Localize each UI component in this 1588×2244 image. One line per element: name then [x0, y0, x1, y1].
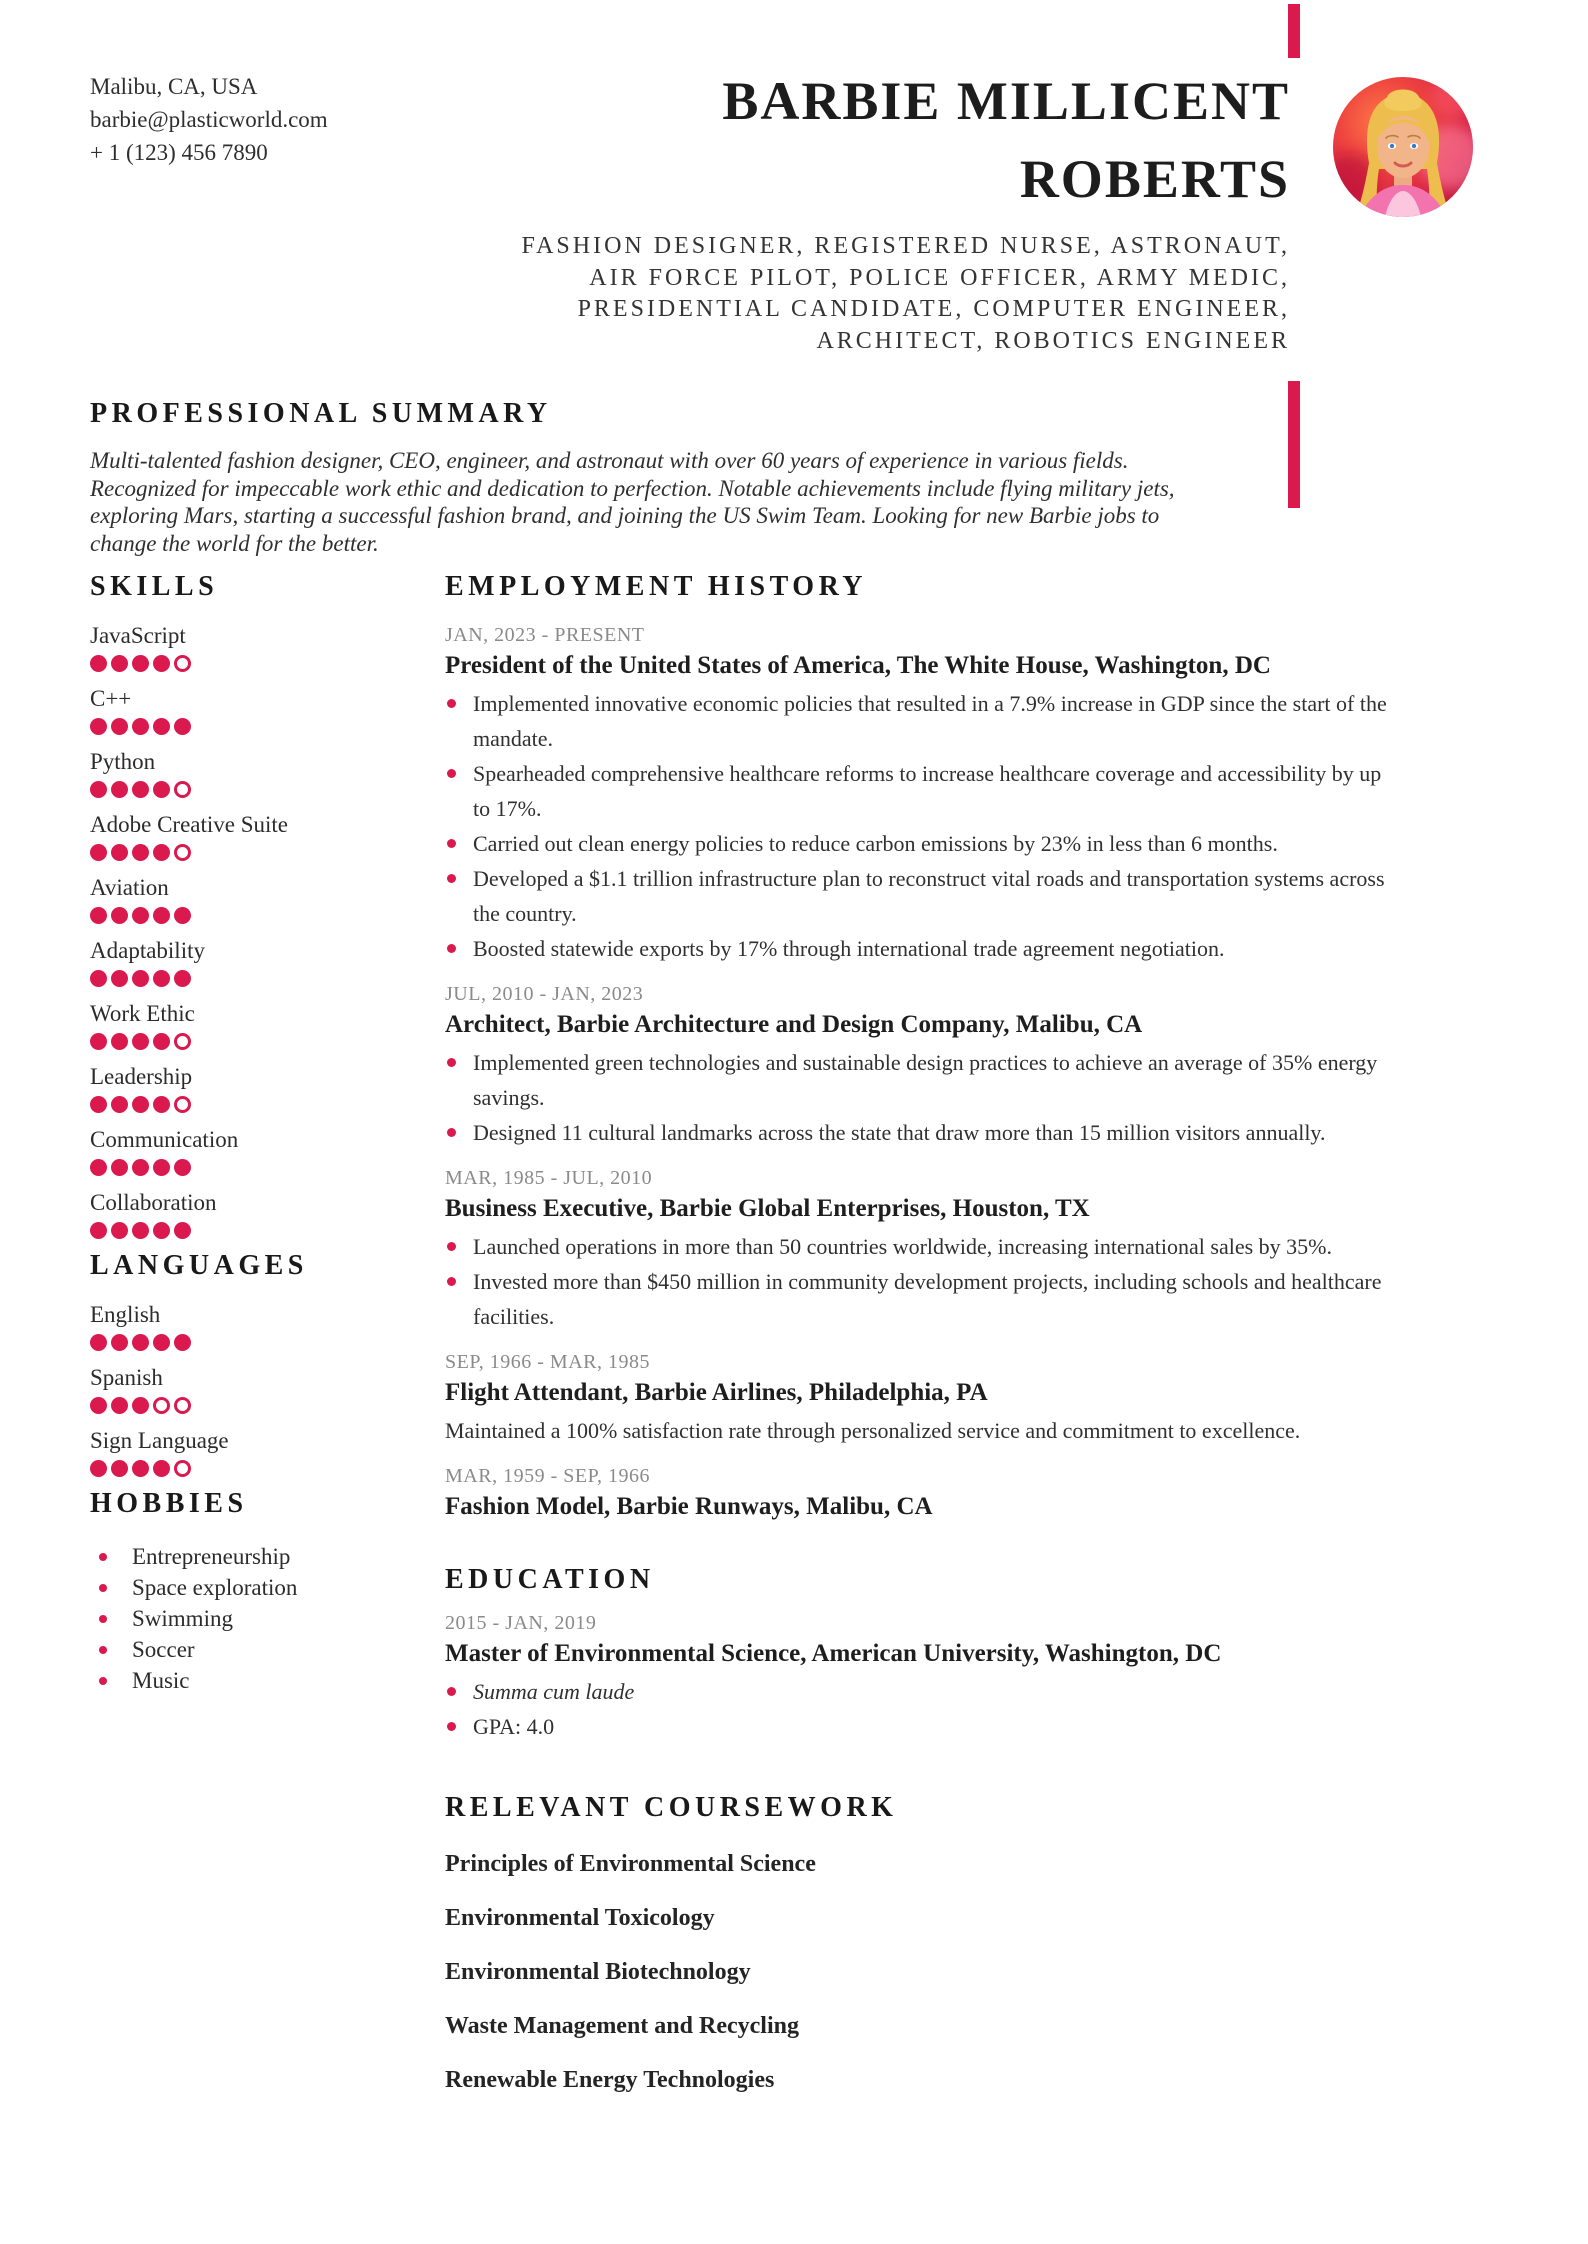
rating-dot-empty [153, 1397, 170, 1414]
page-title [445, 62, 1290, 218]
job-title: Architect, Barbie Architecture and Design Company, Malibu, CA [445, 1011, 1143, 1038]
section-relevant-coursework [445, 1794, 1390, 2095]
bullet-icon [99, 1553, 107, 1561]
bullet-icon [447, 839, 456, 848]
education-title: EDUCATION [445, 1564, 655, 1595]
skill-item [90, 685, 420, 735]
skill-rating [90, 1096, 420, 1113]
rating-dot-filled [90, 844, 107, 861]
rating-dot-filled [90, 1222, 107, 1239]
rating-dot-empty [174, 1033, 191, 1050]
skill-rating [90, 655, 420, 672]
bullet-icon [99, 1677, 107, 1685]
job-bullet: Invested more than $450 million in community development projects, including schools and healthcare facilities. [445, 1264, 1390, 1334]
job-entry [445, 982, 1390, 1150]
rating-dot-filled [174, 718, 191, 735]
job-entry [445, 623, 1390, 966]
job-bullet: Developed a $1.1 trillion infrastructure plan to reconstruct vital roads and transportation systems across the country. [445, 861, 1390, 931]
rating-dot-filled [153, 1159, 170, 1176]
education-bullet: GPA: 4.0 [445, 1709, 1390, 1744]
bullet-icon [447, 1128, 456, 1137]
subtitle-line: PRESIDENTIAL CANDIDATE, COMPUTER ENGINEER, [577, 296, 1290, 322]
accent-bar-summary [1288, 381, 1300, 508]
skill-rating [90, 1159, 420, 1176]
rating-dot-filled [90, 970, 107, 987]
rating-dot-filled [111, 1460, 128, 1477]
rating-dot-filled [111, 1397, 128, 1414]
skill-rating [90, 781, 420, 798]
bullet-icon [447, 699, 456, 708]
hobby-label: Space exploration [132, 1575, 298, 1600]
rating-dot-filled [90, 907, 107, 924]
rating-dot-filled [90, 1033, 107, 1050]
subtitle-line: ARCHITECT, ROBOTICS ENGINEER [816, 327, 1290, 354]
skill-rating [90, 1033, 420, 1050]
rating-dot-filled [174, 1334, 191, 1351]
name-line-1: BARBIE MILLICENT [722, 71, 1290, 131]
language-rating [90, 1460, 420, 1477]
hobby-item [90, 1665, 420, 1696]
rating-dot-filled [90, 1334, 107, 1351]
rating-dot-filled [153, 781, 170, 798]
rating-dot-filled [132, 1159, 149, 1176]
professional-summary-title: PROFESSIONAL SUMMARY [90, 398, 552, 429]
language-item [90, 1364, 420, 1414]
rating-dot-filled [174, 907, 191, 924]
skill-label: Collaboration [90, 1190, 217, 1215]
skill-rating [90, 1222, 420, 1239]
rating-dot-filled [153, 1222, 170, 1239]
language-label: English [90, 1302, 161, 1327]
subtitle-line: FASHION DESIGNER, REGISTERED NURSE, ASTRONAUT, [521, 233, 1290, 259]
bullet-icon [447, 769, 456, 778]
job-titles-subtitle [445, 231, 1290, 357]
rating-dot-filled [132, 844, 149, 861]
coursework-title: RELEVANT COURSEWORK [445, 1792, 898, 1823]
skill-item [90, 811, 420, 861]
bullet-icon [447, 1687, 456, 1696]
hobby-item [90, 1572, 420, 1603]
job-title: Flight Attendant, Barbie Airlines, Philadelphia, PA [445, 1379, 988, 1406]
hobby-item [90, 1541, 420, 1572]
rating-dot-filled [132, 1096, 149, 1113]
skill-label: Aviation [90, 875, 169, 900]
skill-item [90, 1126, 420, 1176]
job-bullet: Implemented innovative economic policies that resulted in a 7.9% increase in GDP since the start of the mandate. [445, 686, 1390, 756]
rating-dot-filled [111, 1096, 128, 1113]
skill-label: C++ [90, 686, 132, 711]
rating-dot-filled [174, 970, 191, 987]
rating-dot-filled [132, 1222, 149, 1239]
skill-rating [90, 718, 420, 735]
bullet-icon [99, 1615, 107, 1623]
rating-dot-filled [174, 1222, 191, 1239]
section-professional-summary [90, 400, 1218, 557]
rating-dot-filled [132, 1334, 149, 1351]
professional-summary-text: Multi-talented fashion designer, CEO, engineer, and astronaut with over 60 years of experience in various fields. Recognized for impeccable work ethic and dedication to perfection. Notable achievements include flying military jets, exploring Mars, starting a successful fashion brand, and joining the US Swim Team. Looking for new Barbie jobs to change the world for the better. [90, 448, 1175, 556]
rating-dot-empty [174, 1096, 191, 1113]
rating-dot-filled [132, 1460, 149, 1477]
bullet-icon [447, 944, 456, 953]
job-dates: JUL, 2010 - JAN, 2023 [445, 983, 644, 1005]
rating-dot-empty [174, 1397, 191, 1414]
rating-dot-filled [153, 907, 170, 924]
rating-dot-filled [153, 1033, 170, 1050]
skill-item [90, 1063, 420, 1113]
contact-phone: + 1 (123) 456 7890 [90, 140, 268, 165]
rating-dot-filled [132, 1033, 149, 1050]
skills-title: SKILLS [90, 571, 219, 602]
job-entry [445, 1166, 1390, 1334]
language-item [90, 1427, 420, 1477]
section-education [445, 1566, 1390, 1744]
coursework-item: Environmental Toxicology [445, 1905, 715, 1931]
contact-email: barbie@plasticworld.com [90, 107, 328, 132]
job-bullet: Carried out clean energy policies to reduce carbon emissions by 23% in less than 6 months. [445, 826, 1390, 861]
skill-rating [90, 970, 420, 987]
left-column [90, 573, 420, 1696]
rating-dot-filled [153, 655, 170, 672]
hobby-label: Music [132, 1668, 190, 1693]
rating-dot-filled [111, 1033, 128, 1050]
rating-dot-filled [153, 844, 170, 861]
skill-item [90, 622, 420, 672]
job-title: Business Executive, Barbie Global Enterprises, Houston, TX [445, 1195, 1090, 1222]
rating-dot-empty [174, 655, 191, 672]
job-entry [445, 1350, 1390, 1448]
rating-dot-filled [174, 1159, 191, 1176]
languages-title: LANGUAGES [90, 1250, 308, 1281]
rating-dot-filled [132, 655, 149, 672]
rating-dot-filled [90, 718, 107, 735]
rating-dot-empty [174, 781, 191, 798]
job-dates: JAN, 2023 - PRESENT [445, 624, 645, 646]
education-dates: 2015 - JAN, 2019 [445, 1612, 597, 1634]
coursework-item: Renewable Energy Technologies [445, 2067, 775, 2093]
right-column [445, 573, 1390, 2119]
rating-dot-empty [174, 1460, 191, 1477]
rating-dot-filled [153, 1460, 170, 1477]
rating-dot-filled [132, 1397, 149, 1414]
subtitle-line: AIR FORCE PILOT, POLICE OFFICER, ARMY MEDIC, [589, 264, 1290, 291]
rating-dot-filled [90, 1159, 107, 1176]
rating-dot-filled [132, 718, 149, 735]
hobbies-title: HOBBIES [90, 1488, 248, 1519]
skill-label: Python [90, 749, 156, 774]
bullet-icon [447, 1058, 456, 1067]
rating-dot-filled [132, 970, 149, 987]
job-dates: MAR, 1985 - JUL, 2010 [445, 1167, 653, 1189]
barbie-portrait-illustration [1333, 77, 1473, 217]
language-label: Spanish [90, 1365, 163, 1390]
rating-dot-filled [111, 844, 128, 861]
education-bullet: Summa cum laude [445, 1674, 1390, 1709]
skill-label: Adobe Creative Suite [90, 812, 289, 837]
employment-history-title: EMPLOYMENT HISTORY [445, 571, 868, 602]
rating-dot-filled [132, 781, 149, 798]
job-description: Maintained a 100% satisfaction rate through personalized service and commitment to excellence. [445, 1418, 1301, 1443]
rating-dot-filled [132, 907, 149, 924]
hobby-item [90, 1603, 420, 1634]
rating-dot-filled [153, 970, 170, 987]
job-bullet: Launched operations in more than 50 countries worldwide, increasing international sales by 35%. [445, 1229, 1390, 1264]
education-degree: Master of Environmental Science, American University, Washington, DC [445, 1640, 1222, 1667]
bullet-icon [447, 1242, 456, 1251]
hobby-label: Entrepreneurship [132, 1544, 291, 1569]
rating-dot-filled [111, 907, 128, 924]
job-bullet: Implemented green technologies and sustainable design practices to achieve an average of 35% energy savings. [445, 1045, 1390, 1115]
rating-dot-filled [111, 1159, 128, 1176]
rating-dot-filled [153, 718, 170, 735]
name-line-2: ROBERTS [1019, 149, 1290, 209]
rating-dot-filled [153, 1096, 170, 1113]
rating-dot-filled [90, 655, 107, 672]
bullet-icon [99, 1584, 107, 1592]
skill-item [90, 1189, 420, 1239]
profile-photo [1333, 77, 1473, 217]
skill-item [90, 1000, 420, 1050]
job-bullet: Spearheaded comprehensive healthcare reforms to increase healthcare coverage and accessibility by up to 17%. [445, 756, 1390, 826]
skill-label: Work Ethic [90, 1001, 195, 1026]
rating-dot-filled [153, 1334, 170, 1351]
hobby-label: Soccer [132, 1637, 195, 1662]
coursework-item: Principles of Environmental Science [445, 1851, 816, 1877]
job-title: President of the United States of America, The White House, Washington, DC [445, 652, 1271, 679]
bullet-icon [447, 1722, 456, 1731]
job-bullet: Designed 11 cultural landmarks across the state that draw more than 15 million visitors annually. [445, 1115, 1390, 1150]
skill-rating [90, 907, 420, 924]
bullet-icon [447, 1277, 456, 1286]
rating-dot-filled [90, 1397, 107, 1414]
contact-info [90, 70, 328, 169]
language-label: Sign Language [90, 1428, 229, 1453]
rating-dot-filled [90, 1460, 107, 1477]
rating-dot-filled [111, 781, 128, 798]
rating-dot-filled [111, 718, 128, 735]
rating-dot-filled [111, 655, 128, 672]
rating-dot-empty [174, 844, 191, 861]
skill-label: JavaScript [90, 623, 186, 648]
bullet-icon [99, 1646, 107, 1654]
skill-rating [90, 844, 420, 861]
skill-item [90, 874, 420, 924]
rating-dot-filled [111, 1334, 128, 1351]
hobby-label: Swimming [132, 1606, 233, 1631]
job-entry [445, 1464, 1390, 1522]
language-rating [90, 1334, 420, 1351]
job-bullet: Boosted statewide exports by 17% through international trade agreement negotiation. [445, 931, 1390, 966]
bullet-icon [447, 874, 456, 883]
skill-label: Adaptability [90, 938, 205, 963]
skill-item [90, 748, 420, 798]
job-dates: MAR, 1959 - SEP, 1966 [445, 1465, 650, 1487]
rating-dot-filled [111, 1222, 128, 1239]
job-dates: SEP, 1966 - MAR, 1985 [445, 1351, 650, 1373]
hobby-item [90, 1634, 420, 1665]
skill-label: Leadership [90, 1064, 193, 1089]
rating-dot-filled [90, 781, 107, 798]
accent-bar-top [1288, 4, 1300, 58]
language-rating [90, 1397, 420, 1414]
language-item [90, 1301, 420, 1351]
rating-dot-filled [90, 1096, 107, 1113]
rating-dot-filled [111, 970, 128, 987]
coursework-item: Environmental Biotechnology [445, 1959, 751, 1985]
coursework-item: Waste Management and Recycling [445, 2013, 799, 2039]
skill-item [90, 937, 420, 987]
skill-label: Communication [90, 1127, 239, 1152]
job-title: Fashion Model, Barbie Runways, Malibu, CA [445, 1493, 933, 1520]
contact-location: Malibu, CA, USA [90, 74, 258, 99]
